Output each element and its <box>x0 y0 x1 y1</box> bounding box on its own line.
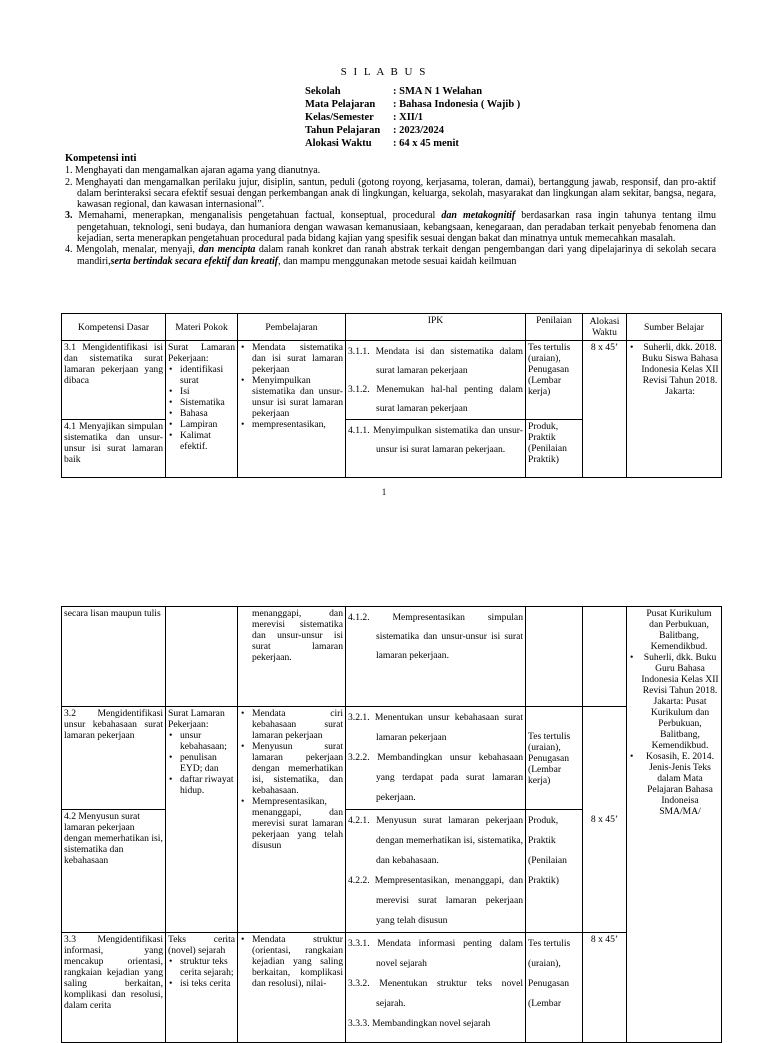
alokasi-cell: 8 x 45’ <box>583 341 627 478</box>
list-item: • Menyimpulkan sistematika dan unsur-unsur isi surat lamaran pekerjaan <box>250 375 343 419</box>
kd-3-2: 3.2 Mengidentifikasi unsur kebahasaan surat lamaran pekerjaan <box>62 707 166 810</box>
header-sumber-belajar: Sumber Belajar <box>627 314 722 341</box>
list-item: • Mendata ciri kebahasaan surat lamaran pekerjaan <box>250 708 343 741</box>
list-item: • mempresentasikan, <box>250 419 343 430</box>
ipk-3-3-2: 3.3.2. Menentukan struktur teks novel sejarah. <box>348 978 523 1009</box>
header-materi-pokok: Materi Pokok <box>166 314 238 341</box>
info-key: Kelas/Semester <box>305 112 374 123</box>
materi-pokok-cell-2 <box>166 707 238 933</box>
ki-item-1: 1. Menghayati dan mengamalkan ajaran agama yang dianutnya. <box>65 165 321 177</box>
ki-3-text-c: berdasarkan rasa ingin tahunya tentang ilmu pengetahuan, teknologi, seni budaya, dan humaniora dengan wawasan kemanusiaan, kebangsaan, kenegaraan, dan peradaban terkait penyebab fenomena dan kejadian, serta menerapkan pengetahuan procedural pada bidang kajian yang spesifik sesuai dengan bakat dan minatnya untuk memecahkan masalah. <box>77 210 716 245</box>
kd-3-1: 3.1 Mengidentifikasi isi dan sistematika surat lamaran pekerjaan yang dibaca <box>62 341 166 420</box>
silabus-table-page-2 <box>61 606 722 1043</box>
info-row <box>305 85 520 98</box>
ipk-4-1-1: 4.1.1. Menyimpulkan sistematika dan unsur-unsur isi surat lamaran pekerjaan. <box>348 425 523 455</box>
ipk-cell-3-3 <box>346 933 526 1043</box>
pembelajaran-cell-2 <box>238 707 346 933</box>
ki-4-emphasis-2: serta bertindak secara efektif dan kreatif <box>110 255 279 267</box>
kd-4-1-continued: secara lisan maupun tulis <box>62 607 166 707</box>
list-item: • Suherli, dkk. 2018. Buku Siswa Bahasa Indonesia Kelas XII Revisi Tahun 2018. Jakarta: <box>639 342 719 397</box>
materi-empty-cell <box>166 607 238 707</box>
info-value: : XII/1 <box>393 112 424 123</box>
list-item: • penulisan EYD; dan <box>178 752 235 774</box>
list-item: • isi teks cerita <box>178 978 235 989</box>
info-value: : Bahasa Indonesia ( Wajib ) <box>393 99 521 110</box>
header-kompetensi-dasar: Kompetensi Dasar <box>62 314 166 341</box>
info-value: : SMA N 1 Welahan <box>393 86 483 97</box>
ki-4-emphasis-1: dan mencipta <box>198 244 256 256</box>
info-row <box>305 124 520 137</box>
list-item: • Isi <box>178 386 235 397</box>
ipk-cell-4-1-2 <box>346 607 526 707</box>
list-item: • Bahasa <box>178 408 235 419</box>
list-item: • Lampiran <box>178 419 235 430</box>
materi-pokok-cell <box>166 341 238 478</box>
penilaian-3-2: Tes tertulis (uraian), Penugasan (Lembar kerja) <box>526 707 583 810</box>
ipk-4-2-1: 4.2.1. Menyusun surat lamaran pekerjaan dengan memerhatikan isi, sistematika, dan kebahasaan. <box>348 815 523 866</box>
header-ipk: IPK <box>346 314 526 341</box>
pembelajaran-cell-3 <box>238 933 346 1043</box>
ki-3-number: 3. <box>65 210 73 222</box>
penilaian-3-1: Tes tertulis (uraian), Penugasan (Lembar kerja) <box>526 341 583 420</box>
alokasi-cell-2: 8 x 45’ <box>583 707 627 933</box>
ipk-4-1-2: 4.1.2. Mempresentasikan simpulan sistematika dan unsur-unsur isi surat lamaran pekerjaan. <box>348 612 523 661</box>
silabus-table-page-1 <box>61 313 722 478</box>
sumber-list <box>629 342 719 397</box>
info-key: Tahun Pelajaran <box>305 125 381 136</box>
materi-list <box>168 956 235 989</box>
ipk-cell-3-2 <box>346 707 526 810</box>
ki-3-text-a: Memahami, menerapkan, menganalisis pengetahuan factual, konseptual, procedural <box>72 210 442 222</box>
kd-4-2: 4.2 Menyusun surat lamaran pekerjaan dengan memerhatikan isi, sistematika dan kebahasaan <box>62 810 166 933</box>
ipk-3-1-1: 3.1.1. Mendata isi dan sistematika dalam surat lamaran pekerjaan <box>348 346 523 376</box>
penilaian-3-3 <box>526 933 583 1043</box>
ipk-3-3-1: 3.3.1. Mendata informasi penting dalam novel sejarah <box>348 938 523 969</box>
ki-item-2: 2. Menghayati dan mengamalkan perilaku jujur, disiplin, santun, peduli (gotong royong, kerjasama, toleran, damai), bertanggung jawab, responsif, dan pro-aktif dalam berinteraksi secara efektif sesuai dengan perkembangan anak di lingkungan, keluarga, sekolah, masyarakat dan lingkungan alam sekitar, bangsa, negara, kawasan regional, dan kawasan internasional”. <box>65 176 716 211</box>
kd-4-1: 4.1 Menyajikan simpulan sistematika dan unsur-unsur isi surat lamaran baik <box>62 420 166 478</box>
pembelajaran-text: menanggapi, dan merevisi sistematika dan unsur-unsur isi surat lamaran pekerjaan. <box>252 608 343 663</box>
list-item: • Mempresentasikan, menanggapi, dan merevisi surat lamaran pekerjaan yang telah disusun <box>250 796 343 851</box>
list-item: • struktur teks cerita sejarah; <box>178 956 235 978</box>
penilaian-4-1: Produk, Praktik (Penilaian Praktik) <box>526 420 583 478</box>
pembelajaran-continued <box>238 607 346 707</box>
pembelajaran-list <box>240 708 343 851</box>
header-alokasi-waktu: Alokasi Waktu <box>583 314 627 341</box>
info-row <box>305 98 520 111</box>
ki-4-text-a: 4. Mengolah, menalar, menyaji, <box>65 244 199 256</box>
ki-heading: Kompetensi inti <box>65 153 137 164</box>
alokasi-cell-3: 8 x 45’ <box>583 933 627 1043</box>
info-key: Alokasi Waktu <box>305 138 372 149</box>
list-item: • daftar riwayat hidup. <box>178 774 235 796</box>
materi-title: Teks cerita (novel) sejarah <box>168 934 235 956</box>
ipk-3-2-1: 3.2.1. Menentukan unsur kebahasaan surat lamaran pekerjaan <box>348 712 523 743</box>
list-item: • Sistematika <box>178 397 235 408</box>
list-item: • Kalimat efektif. <box>178 430 235 452</box>
list-item: • Kosasih, E. 2014. Jenis-Jenis Teks dalam Mata Pelajaran Bahasa Indoneisa SMA/MA/ <box>639 751 719 817</box>
pembelajaran-cell <box>238 341 346 478</box>
ki-item-3 <box>65 210 716 244</box>
kd-3-3: 3.3 Mengidentifikasi informasi, yang mencakup orientasi, rangkaian kejadian yang saling berkaitan, komplikasi dan resolusi, dalam cerita <box>62 933 166 1043</box>
sumber-cell <box>627 341 722 478</box>
alokasi-empty-cell <box>583 607 627 707</box>
list-item: • Mendata sistematika dan isi surat lamaran pekerjaan <box>250 342 343 375</box>
kompetensi-inti <box>65 153 716 267</box>
info-key: Mata Pelajaran <box>305 99 376 110</box>
ki-4-text-e: , dan mampu menggunakan metode sesuai kaidah keilmuan <box>278 255 517 267</box>
list-item: • Menyusun surat lamaran pekerjaan dengan memerhatikan isi, sistematika, dan kebahasaan. <box>250 741 343 796</box>
ki-3-emphasis: dan metakognitif <box>441 210 516 222</box>
materi-title: Surat Lamaran Pekerjaan: <box>168 708 225 730</box>
penilaian-4-2 <box>526 810 583 933</box>
materi-pokok-cell-3 <box>166 933 238 1043</box>
info-value: : 64 x 45 menit <box>393 138 459 149</box>
page-number: 1 <box>381 487 387 497</box>
sumber-cell-page-2 <box>627 607 722 1043</box>
list-item: • Suherli, dkk. Buku Guru Bahasa Indonesia Kelas XII Revisi Tahun 2018. Jakarta: Pusat Kurikulum dan Perbukuan, Balitbang, Kemendikbud. <box>639 652 719 751</box>
pembelajaran-list <box>240 934 343 989</box>
list-item: • unsur kebahasaan; <box>178 730 235 752</box>
sumber-continued: Pusat Kurikulum dan Perbukuan, Balitbang, Kemendikbud. <box>646 608 712 652</box>
header-pembelajaran: Pembelajaran <box>238 314 346 341</box>
sumber-list-page-2 <box>629 652 719 817</box>
ipk-cell-3-1 <box>346 341 526 420</box>
pembelajaran-list <box>240 342 343 430</box>
ipk-cell-4-1 <box>346 420 526 478</box>
ipk-3-1-2: 3.1.2. Menemukan hal-hal penting dalam surat lamaran pekerjaan <box>348 384 523 414</box>
info-key: Sekolah <box>305 86 341 97</box>
materi-title: Surat Lamaran Pekerjaan: <box>168 342 235 364</box>
ki-item-4 <box>65 244 716 267</box>
ki-4-text-c: dalam ranah konkret dan ranah abstrak terkait dengan pengembangan dari yang dipelajarinya di sekolah secara mandiri, <box>77 244 717 267</box>
ipk-3-3-3: 3.3.3. Membandingkan novel sejarah <box>348 1018 491 1029</box>
penilaian-empty-cell <box>526 607 583 707</box>
info-row <box>305 111 520 124</box>
penilaian-text: Produk, Praktik (Penilaian Praktik) <box>528 815 567 886</box>
materi-list <box>168 364 235 452</box>
materi-list <box>168 730 235 796</box>
document-title: S I L A B U S <box>340 66 428 78</box>
list-item: • Mendata struktur (orientasi, rangkaian kejadian yang saling berkaitan, komplikasi dan resolusi), nilai- <box>250 934 343 989</box>
penilaian-text: Tes tertulis (uraian), Penugasan (Lembar <box>528 938 571 1009</box>
list-item: • identifikasi surat <box>178 364 235 386</box>
ipk-4-2-2: 4.2.2. Mempresentasikan, menanggapi, dan merevisi surat lamaran pekerjaan yang telah disusun <box>348 875 523 926</box>
school-info <box>305 85 520 150</box>
ipk-cell-4-2 <box>346 810 526 933</box>
info-value: : 2023/2024 <box>393 125 445 136</box>
ipk-3-2-2: 3.2.2. Membandingkan unsur kebahasaan yang terdapat pada surat lamaran pekerjaan. <box>348 752 523 803</box>
header-penilaian: Penilaian <box>526 314 583 341</box>
info-row <box>305 137 520 150</box>
